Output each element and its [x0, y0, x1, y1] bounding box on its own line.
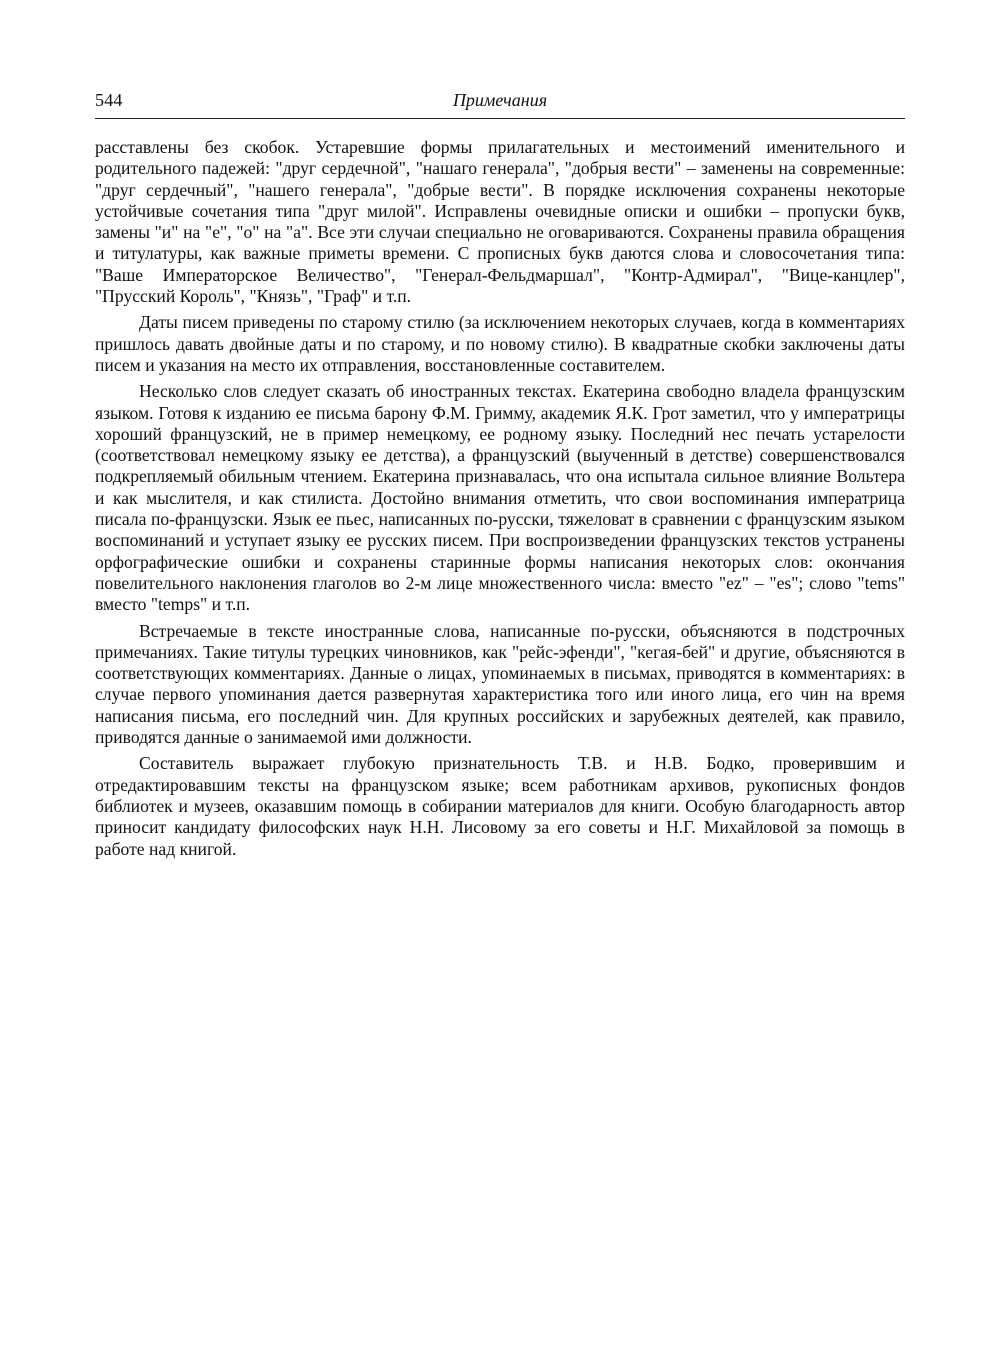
- paragraph-foreign-words: Встречаемые в тексте иностранные слова, написанные по-русски, объясняются в подстрочных примечаниях. Такие титулы турецких чиновников, как "рейс-эфенди", "кегая-бей" и другие, объясняются в соответствующих комментариях. Данные о лицах, упоминаемых в письмах, приводятся в комментариях: в случае первого упоминания дается развернутая характеристика того или иного лица, его чин на время написания письма, его последний чин. Для крупных российских и зарубежных деятелей, как правило, приводятся данные о занимаемой ими должности.: [95, 620, 905, 748]
- running-title: Примечания: [452, 90, 548, 110]
- page-body: [95, 137, 905, 860]
- paragraph-acknowledgements: Составитель выражает глубокую признательность Т.В. и Н.В. Бодко, проверившим и отредактировавшим тексты на французском языке; всем работникам архивов, рукописных фондов библиотек и музеев, оказавшим помощь в собирании материалов для книги. Особую благодарность автор приносит кандидату философских наук Н.Н. Лисовому за его советы и Н.Г. Михайловой за помощь в работе над книгой.: [95, 753, 905, 859]
- page-header: [95, 88, 905, 119]
- paragraph-dates: Даты писем приведены по старому стилю (за исключением некоторых случаев, когда в комментариях пришлось давать двойные даты и по старому, и по новому стилю). В квадратные скобки заключены даты писем и указания на место их отправления, восстановленные составителем.: [95, 312, 905, 375]
- document-page: [95, 88, 905, 860]
- paragraph-foreign-texts: Несколько слов следует сказать об иностранных текстах. Екатерина свободно владела французским языком. Готовя к изданию ее письма барону Ф.М. Гримму, академик Я.К. Грот заметил, что у императрицы хороший французский, не в пример немецкому, ее родному языку. Последний нес печать устарелости (соответствовал немецкому языку ее детства), а французский (выученный в детстве) совершенствовался подкрепляемый обильным чтением. Екатерина признавалась, что она испытала сильное влияние Вольтера и как мыслителя, и как стилиста. Достойно внимания отметить, что свои воспоминания императрица писала по-французски. Язык ее пьес, написанных по-русски, тяжеловат в сравнении с французским языком воспоминаний и уступает языку ее русских писем. При воспроизведении французских текстов устранены орфографические ошибки и сохранены старинные формы написания некоторых слов: окончания повелительного наклонения глаголов во 2-м лице множественного числа: вместо "ez" – "es"; слово "tems" вместо "temps" и т.п.: [95, 381, 905, 615]
- page-number: 544: [95, 90, 123, 110]
- paragraph-continuation: расставлены без скобок. Устаревшие формы прилагательных и местоимений именительного и родительного падежей: "друг сердечной", "нашаго генерала", "добрыя вести" – заменены на современные: "друг сердечный", "нашего генерала", "добрые вести". В порядке исключения сохранены некоторые устойчивые сочетания типа "друг милой". Исправлены очевидные описки и ошибки – пропуски букв, замены "и" на "е", "о" на "а". Все эти случаи специально не оговариваются. Сохранены правила обращения и титулатуры, как важные приметы времени. С прописных букв даются слова и словосочетания типа: "Ваше Императорское Величество", "Генерал-Фельдмаршал", "Контр-Адмирал", "Вице-канцлер", "Прусский Король", "Князь", "Граф" и т.п.: [95, 137, 905, 307]
